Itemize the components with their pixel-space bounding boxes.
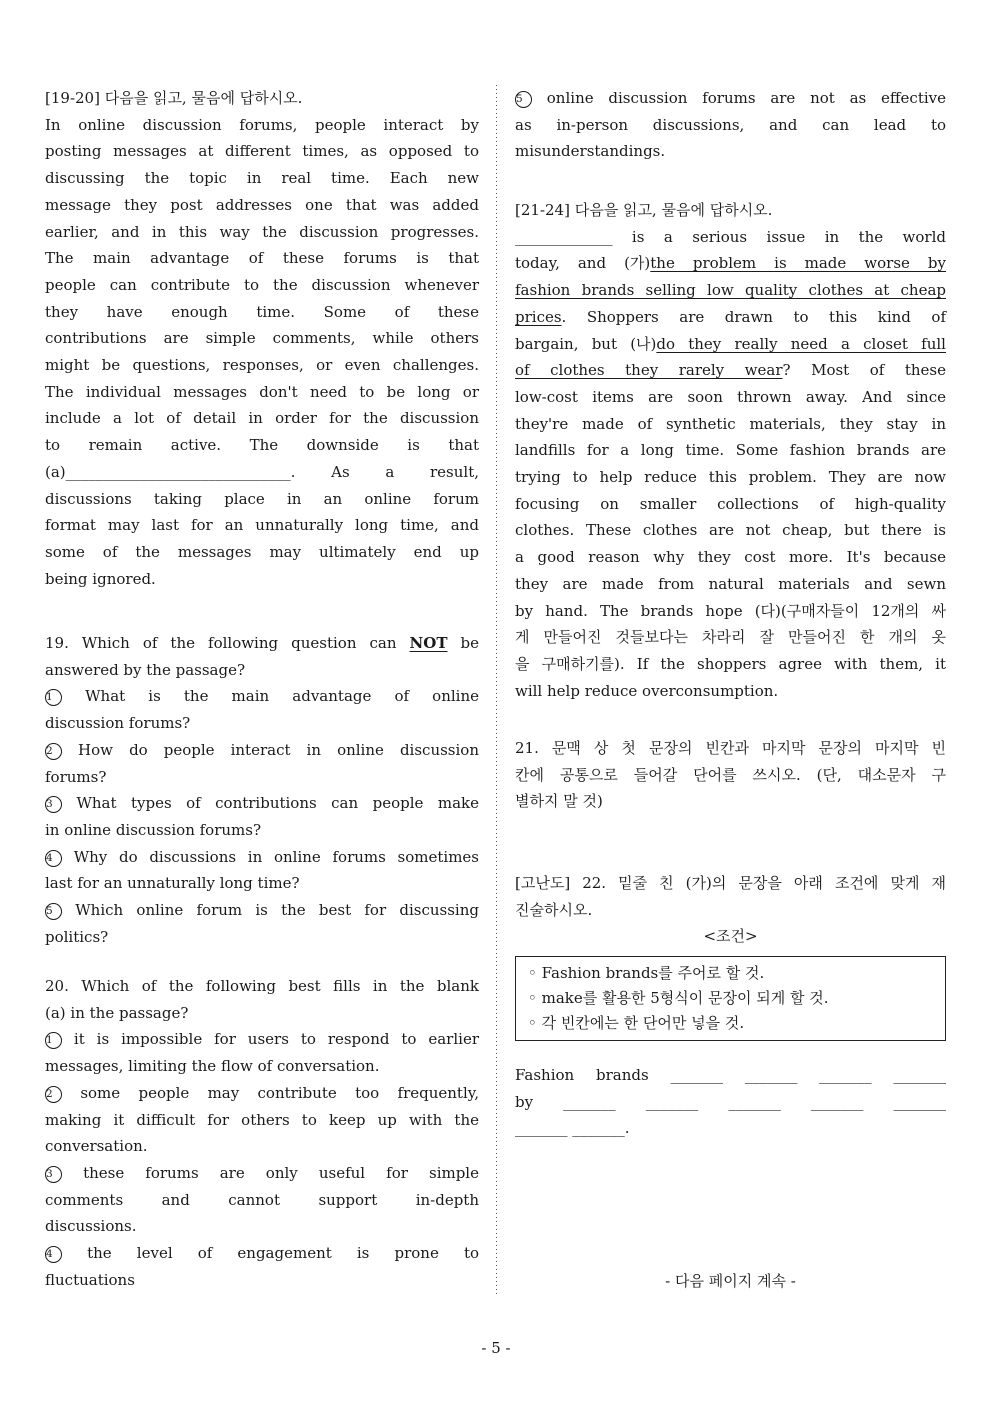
question-22-answer-blanks bbox=[515, 1062, 946, 1142]
text-line: 1 it is impossible for users to respond to earlier bbox=[46, 1030, 479, 1049]
circled-number: 2 bbox=[45, 1086, 62, 1103]
text-line: low-cost items are soon thrown away. And since bbox=[515, 387, 946, 406]
text-line: by hand. The brands hope (다)(구매자들이 12개의 싸 bbox=[515, 601, 946, 620]
text-line: contributions are simple comments, while others bbox=[45, 329, 479, 348]
circled-number: 4 bbox=[45, 850, 62, 867]
text-line: answered by the passage? bbox=[45, 660, 246, 679]
text-line: messages, limiting the flow of conversation. bbox=[45, 1057, 380, 1076]
text-line: bargain, but (나)do they really need a closet full bbox=[515, 334, 946, 353]
text-line: might be questions, responses, or even challenges. bbox=[45, 356, 479, 375]
text-line: clothes. These clothes are not cheap, but there is bbox=[515, 521, 946, 540]
section-21-24 bbox=[515, 197, 946, 704]
left-column bbox=[45, 85, 479, 1315]
text-line: in online discussion forums? bbox=[45, 820, 262, 839]
text-line: ◦ make를 활용한 5형식이 문장이 되게 할 것. bbox=[528, 989, 829, 1008]
section-19-20-passage bbox=[45, 112, 479, 593]
text-line: 2 How do people interact in online discussion bbox=[46, 740, 479, 759]
text-line: 을 구매하기를). If the shoppers agree with them, it bbox=[515, 654, 946, 673]
text-segment: NOT bbox=[409, 634, 448, 652]
text-line: prices. Shoppers are drawn to this kind of bbox=[515, 307, 946, 326]
question-22 bbox=[515, 870, 946, 1041]
text-line: making it difficult for others to keep up with the bbox=[45, 1110, 479, 1129]
text-line: format may last for an unnaturally long time, and bbox=[45, 516, 479, 535]
circled-number: 1 bbox=[45, 689, 62, 706]
text-line: include a lot of detail in order for the discussion bbox=[45, 409, 479, 428]
text-segment: of clothes they rarely wear bbox=[515, 361, 783, 380]
condition-title: <조건> bbox=[703, 927, 758, 946]
question-19 bbox=[45, 630, 479, 950]
text-line: conversation. bbox=[45, 1137, 148, 1156]
text-line: they have enough time. Some of these bbox=[45, 302, 479, 321]
text-line: some of the messages may ultimately end up bbox=[45, 542, 479, 561]
text-line: The individual messages don't need to be long or bbox=[45, 382, 479, 401]
right-column bbox=[515, 85, 946, 1315]
text-line: last for an unnaturally long time? bbox=[45, 874, 300, 893]
text-line: 4 the level of engagement is prone to bbox=[46, 1244, 479, 1263]
text-line: fluctuations bbox=[45, 1270, 135, 1289]
text-line: will help reduce overconsumption. bbox=[515, 681, 779, 700]
text-line: they are made from natural materials and sewn bbox=[515, 574, 946, 593]
text-line: discussions. bbox=[45, 1217, 137, 1236]
text-line: 4 Why do discussions in online forums sometimes bbox=[46, 847, 479, 866]
text-line: they're made of synthetic materials, they stay in bbox=[515, 414, 946, 433]
text-line: ◦ 각 빈칸에는 한 단어만 넣을 것. bbox=[528, 1014, 745, 1033]
circled-number: 5 bbox=[45, 903, 62, 920]
text-line: by _______ _______ _______ _______ _______ bbox=[515, 1092, 946, 1111]
continue-note: - 다음 페이지 계속 - bbox=[665, 1272, 796, 1290]
section-21-24-header: [21-24] 다음을 읽고, 물음에 답하시오. bbox=[515, 201, 773, 219]
section-21-24-passage bbox=[515, 224, 946, 705]
question-20 bbox=[45, 973, 479, 1293]
text-line: 19. Which of the following question can NOT be bbox=[45, 634, 479, 652]
text-line: 3 What types of contributions can people make bbox=[46, 794, 479, 813]
text-line: discussion forums? bbox=[45, 714, 191, 733]
text-line: _______ _______. bbox=[515, 1119, 630, 1138]
text-line: 20. Which of the following best fills in the blank bbox=[45, 977, 479, 995]
section-19-20-header: [19-20] 다음을 읽고, 물음에 답하시오. bbox=[45, 89, 303, 107]
circled-number: 1 bbox=[45, 1032, 62, 1049]
text-line: people can contribute to the discussion whenever bbox=[45, 275, 479, 294]
text-line: trying to help reduce this problem. They are now bbox=[515, 468, 946, 487]
question-21 bbox=[515, 735, 946, 815]
text-line: 게 만들어진 것들보다는 차라리 잘 만들어진 한 개의 옷 bbox=[515, 628, 946, 647]
circled-number: 3 bbox=[45, 796, 62, 813]
column-divider bbox=[496, 85, 497, 1297]
text-line: discussing the topic in real time. Each new bbox=[45, 169, 479, 188]
circled-number: 4 bbox=[45, 1246, 62, 1263]
text-line: politics? bbox=[45, 927, 109, 946]
text-line: 칸에 공통으로 들어갈 단어를 쓰시오. (단, 대소문자 구 bbox=[515, 765, 946, 784]
text-line: 2 some people may contribute too frequently, bbox=[46, 1083, 479, 1102]
text-line: 21. 문맥 상 첫 문장의 빈칸과 마지막 문장의 마지막 빈 bbox=[515, 739, 946, 757]
condition-box bbox=[515, 956, 946, 1041]
text-line: to remain active. The downside is that bbox=[45, 436, 479, 455]
text-line: (a) in the passage? bbox=[45, 1003, 189, 1022]
text-line: ◦ Fashion brands를 주어로 할 것. bbox=[528, 964, 765, 983]
text-line: of clothes they rarely wear? Most of these bbox=[515, 361, 946, 380]
text-line: In online discussion forums, people interact by bbox=[45, 115, 479, 134]
text-line: 진술하시오. bbox=[515, 900, 593, 919]
text-line: a good reason why they cost more. It's because bbox=[515, 548, 946, 567]
text-line: posting messages at different times, as opposed to bbox=[45, 142, 479, 161]
question-22-stem bbox=[515, 870, 946, 923]
text-line: forums? bbox=[45, 767, 107, 786]
text-line: earlier, and in this way the discussion progresses. bbox=[45, 222, 479, 241]
text-segment: fashion brands selling low quality clothes at cheap bbox=[515, 281, 946, 300]
text-line: misunderstandings. bbox=[515, 142, 666, 161]
text-line: landfills for a long time. Some fashion brands are bbox=[515, 441, 946, 460]
question-20-option-5-continued bbox=[515, 85, 946, 165]
text-line: _____________ is a serious issue in the world bbox=[515, 227, 946, 246]
text-line: 1 What is the main advantage of online bbox=[46, 687, 479, 706]
text-line: Fashion brands _______ _______ _______ _______ bbox=[515, 1066, 946, 1084]
text-line bbox=[515, 277, 946, 304]
text-line: The main advantage of these forums is that bbox=[45, 249, 479, 268]
text-segment: the problem is made worse by bbox=[650, 254, 946, 273]
text-line: 5 Which online forum is the best for discussing bbox=[46, 901, 479, 920]
text-line: comments and cannot support in-depth bbox=[45, 1190, 479, 1209]
text-line: 5 online discussion forums are not as effective bbox=[516, 89, 946, 107]
text-line: being ignored. bbox=[45, 569, 156, 588]
text-line: as in-person discussions, and can lead to bbox=[515, 115, 946, 134]
text-line: [고난도] 22. 밑줄 친 (가)의 문장을 아래 조건에 맞게 재 bbox=[515, 874, 946, 892]
text-line: today, and (가)the problem is made worse by bbox=[515, 254, 946, 273]
text-line: discussions taking place in an online forum bbox=[45, 489, 479, 508]
circled-number: 3 bbox=[45, 1166, 62, 1183]
text-line: 별하지 말 것) bbox=[515, 792, 603, 811]
text-segment: prices bbox=[515, 307, 562, 326]
section-19-20 bbox=[45, 85, 479, 592]
text-line: message they post addresses one that was added bbox=[45, 195, 479, 214]
circled-number: 2 bbox=[45, 743, 62, 760]
text-segment: do they really need a closet full bbox=[656, 334, 946, 353]
page-number: - 5 - bbox=[481, 1339, 511, 1357]
text-line: (a)______________________________. As a result, bbox=[45, 462, 479, 481]
circled-number: 5 bbox=[515, 91, 532, 108]
text-line: 3 these forums are only useful for simple bbox=[46, 1163, 479, 1182]
text-line: focusing on smaller collections of high-quality bbox=[515, 494, 946, 513]
